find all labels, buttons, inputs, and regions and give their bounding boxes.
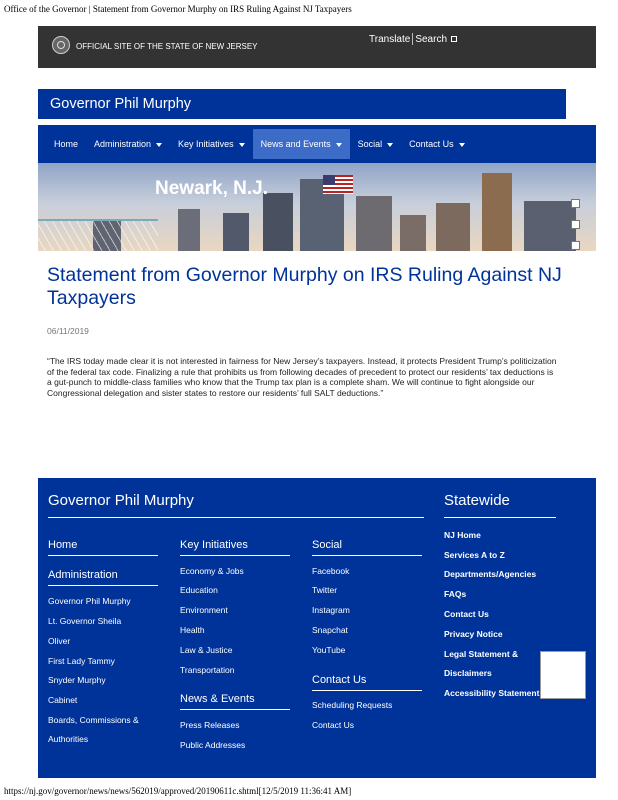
nav-news-and-events[interactable] (253, 129, 350, 159)
statewide-link[interactable]: Disclaimers (444, 668, 492, 678)
caret-down-icon (156, 143, 162, 147)
skyline-building (400, 215, 426, 251)
skyline-building (223, 213, 249, 251)
statewide-link[interactable]: Departments/Agencies (444, 569, 537, 579)
caret-down-icon (387, 143, 393, 147)
footer-link[interactable]: Governor Phil Murphy (48, 596, 131, 606)
footer-link[interactable]: Snapchat (312, 625, 348, 635)
article-title: Statement from Governor Murphy on IRS Ruling Against NJ Taxpayers (47, 264, 562, 309)
footer-link[interactable]: Cabinet (48, 695, 78, 705)
footer-link[interactable]: Twitter (312, 585, 338, 595)
banner-title: Newark, N.J. (155, 178, 268, 199)
footer-link[interactable]: Lt. Governor Sheila (48, 616, 122, 626)
divider (48, 555, 158, 556)
nav-social[interactable] (350, 129, 402, 159)
bridge (38, 219, 158, 251)
footer-key-initiatives-heading[interactable]: Key Initiatives (180, 539, 248, 551)
nav-administration[interactable] (86, 129, 170, 159)
main-nav (38, 125, 596, 163)
footer-social-heading[interactable]: Social (312, 539, 342, 551)
footer-link[interactable]: Instagram (312, 605, 350, 615)
city-banner (38, 163, 596, 251)
caret-down-icon (336, 143, 342, 147)
nav-label: Social (357, 139, 383, 149)
statewide-link[interactable]: Services A to Z (444, 550, 505, 560)
search-icon[interactable] (451, 36, 457, 42)
top-bar (38, 26, 596, 68)
footer-link[interactable]: Law & Justice (180, 645, 233, 655)
share-buttons (571, 199, 593, 262)
footer-administration-heading[interactable]: Administration (48, 569, 118, 581)
divider (48, 585, 158, 586)
footer-news-events-heading[interactable]: News & Events (180, 693, 255, 705)
american-flag-icon (323, 175, 353, 194)
footer-link[interactable]: Oliver (48, 636, 71, 646)
footer-link[interactable]: Boards, Commissions & (48, 715, 139, 725)
statewide-link[interactable]: Privacy Notice (444, 629, 503, 639)
footer-link[interactable]: Transportation (180, 665, 235, 675)
footer-link[interactable]: First Lady Tammy (48, 656, 115, 666)
caret-down-icon (459, 143, 465, 147)
footer-link[interactable]: Education (180, 585, 218, 595)
nav-label: Administration (94, 139, 152, 149)
article-date: 06/11/2019 (47, 326, 89, 336)
statewide-heading: Statewide (444, 492, 510, 509)
nav-label: Contact Us (409, 139, 454, 149)
statewide-link[interactable]: Contact Us (444, 609, 489, 619)
footer-link[interactable]: Facebook (312, 566, 350, 576)
footer-home-link[interactable]: Home (48, 539, 78, 551)
share-icon[interactable] (571, 241, 580, 250)
footer-link[interactable]: YouTube (312, 645, 346, 655)
divider (412, 33, 413, 45)
skyline-building (263, 193, 293, 251)
statewide-link[interactable]: NJ Home (444, 530, 481, 540)
skyline-building (482, 173, 512, 251)
print-header: Office of the Governor | Statement from Governor Murphy on IRS Ruling Against NJ Taxpayers (4, 4, 352, 14)
footer-link[interactable]: Health (180, 625, 205, 635)
translate-link[interactable]: Translate (369, 33, 411, 45)
statewide-link[interactable]: FAQs (444, 589, 467, 599)
skyline-building (178, 209, 200, 251)
nav-home[interactable] (46, 129, 86, 159)
divider (180, 709, 290, 710)
search-link[interactable]: Search (415, 33, 448, 45)
article-body: “The IRS today made clear it is not interested in fairness for New Jersey’s taxpayers. Instead, it protects President Trump’s politicization of the federal tax code. Finalizing a rule that prohibits us from following decades of precedent to protect our residents’ tax deductions is a gut-punch to middle-class families who know that the Trump tax plan is a complete sham. We will continue to fight alongside our Congressional delegation and sister states to restore our residents’ full SALT deductions.” (47, 356, 557, 398)
site-footer (38, 478, 596, 778)
statewide-link[interactable]: Accessibility Statement (444, 688, 540, 698)
share-icon[interactable] (571, 199, 580, 208)
site-title[interactable]: Governor Phil Murphy (38, 89, 566, 119)
nav-key-initiatives[interactable] (170, 129, 253, 159)
skyline-building (524, 201, 576, 251)
statewide-link[interactable]: Legal Statement & (444, 649, 519, 659)
footer-link[interactable]: Economy & Jobs (180, 566, 244, 576)
nav-label: Key Initiatives (178, 139, 234, 149)
divider (312, 690, 422, 691)
nav-label: Home (54, 139, 79, 149)
footer-link[interactable]: Scheduling Requests (312, 700, 393, 710)
footer-link[interactable]: Public Addresses (180, 740, 246, 750)
footer-link[interactable]: Contact Us (312, 720, 355, 730)
divider (312, 555, 422, 556)
divider (444, 517, 556, 518)
divider (180, 555, 290, 556)
footer-title[interactable]: Governor Phil Murphy (48, 492, 194, 509)
footer-contact-heading[interactable]: Contact Us (312, 674, 367, 686)
print-footer: https://nj.gov/governor/news/news/562019/approved/20190611c.shtml[12/5/2019 11:36:41 AM] (4, 786, 352, 796)
nav-label: News and Events (260, 139, 331, 149)
footer-link[interactable]: Environment (180, 605, 228, 615)
skyline-building (356, 196, 392, 251)
nav-contact-us[interactable] (401, 129, 473, 159)
divider (48, 517, 424, 518)
overlay-widget[interactable] (540, 651, 586, 699)
footer-link[interactable]: Authorities (48, 734, 89, 744)
footer-link[interactable]: Press Releases (180, 720, 240, 730)
footer-link[interactable]: Snyder Murphy (48, 675, 106, 685)
caret-down-icon (239, 143, 245, 147)
share-icon[interactable] (571, 220, 580, 229)
topbar-links (369, 33, 457, 45)
official-site-label[interactable]: OFFICIAL SITE OF THE STATE OF NEW JERSEY (76, 42, 258, 51)
skyline-building (436, 203, 470, 251)
